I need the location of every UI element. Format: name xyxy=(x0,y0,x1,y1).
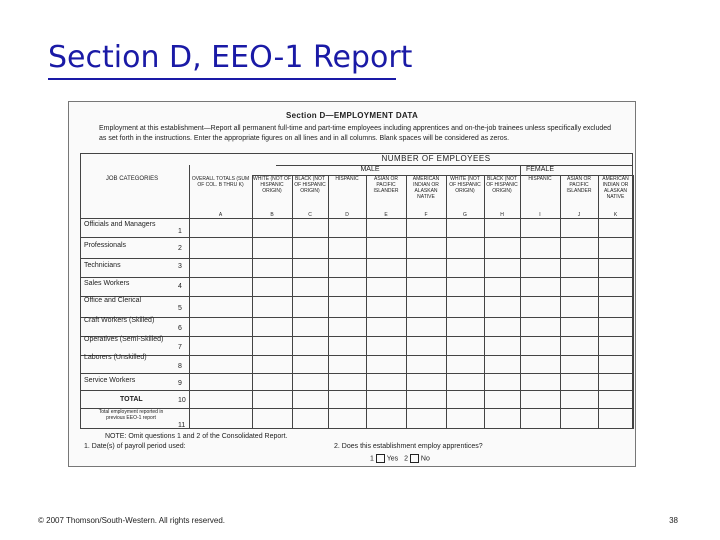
job-category-label: Laborers (Unskilled) xyxy=(84,354,147,361)
column-letter: E xyxy=(384,212,388,218)
job-category-label: Technicians xyxy=(84,262,121,269)
job-category-number: 9 xyxy=(178,380,182,387)
column-letter: F xyxy=(424,212,428,218)
job-category-label: Sales Workers xyxy=(84,280,130,287)
job-category-number: 3 xyxy=(178,263,182,270)
page-number: 38 xyxy=(669,516,678,525)
option-yes-number: 1 xyxy=(370,455,374,463)
employment-data-grid xyxy=(80,153,633,429)
option-no-number: 2 xyxy=(404,455,409,463)
column-letter: A xyxy=(218,212,223,218)
job-category-number: 8 xyxy=(178,363,182,370)
job-category-number: 2 xyxy=(178,245,182,252)
yes-checkbox xyxy=(376,454,385,463)
grid-column-line xyxy=(189,165,190,429)
apprentices-question: 2. Does this establishment employ apprentices? xyxy=(334,443,483,450)
column-letter: G xyxy=(463,212,467,218)
apprentices-options xyxy=(370,454,430,463)
column-letter: D xyxy=(345,212,349,218)
slide-title: Section D, EEO-1 Report xyxy=(48,40,413,75)
title-underline xyxy=(48,78,396,80)
job-category-label: Office and Clerical xyxy=(84,297,142,304)
column-header: WHITE (NOT OF HISPANIC ORIGIN) xyxy=(253,176,291,194)
job-category-label: Craft Workers (Skilled) xyxy=(84,317,155,324)
job-category-label: Professionals xyxy=(84,242,127,249)
grid-row-line xyxy=(80,355,633,356)
female-header: FEMALE xyxy=(525,166,554,173)
grid-column-line xyxy=(633,175,634,429)
column-letter: C xyxy=(308,212,312,218)
column-header: AMERICAN INDIAN OR ALASKAN NATIVE xyxy=(602,176,629,200)
copyright-footer: © 2007 Thomson/South-Western. All rights reserved. xyxy=(38,516,226,525)
job-category-number: 1 xyxy=(178,228,182,235)
column-header: AMERICAN INDIAN OR ALASKAN NATIVE xyxy=(412,176,440,200)
option-yes xyxy=(370,454,398,463)
column-letter: H xyxy=(500,212,504,218)
option-no xyxy=(404,454,430,463)
grid-row-line xyxy=(80,373,633,374)
job-category-label: Officials and Managers xyxy=(84,221,156,228)
job-categories-header: JOB CATEGORIES xyxy=(105,176,159,182)
grid-row-line xyxy=(80,237,633,238)
job-category-label: Service Workers xyxy=(84,377,136,384)
form-note: NOTE: Omit questions 1 and 2 of the Consolidated Report. xyxy=(105,433,288,440)
column-header: ASIAN OR PACIFIC ISLANDER xyxy=(566,176,592,194)
no-checkbox xyxy=(410,454,419,463)
job-category-label: TOTAL xyxy=(120,396,143,403)
job-category-number: 6 xyxy=(178,325,182,332)
column-letter: I xyxy=(539,212,541,218)
column-header: OVERALL TOTALS (SUM OF COL. B THRU K) xyxy=(191,176,250,188)
grid-row-line xyxy=(80,428,633,429)
job-category-label: Operatives (Semi-Skilled) xyxy=(84,336,164,343)
option-no-label: No xyxy=(420,455,430,463)
grid-header-bottom-line xyxy=(80,218,633,219)
job-category-number: 11 xyxy=(178,422,186,429)
grid-row-line xyxy=(80,258,633,259)
payroll-period-question: 1. Date(s) of payroll period used: xyxy=(84,443,186,450)
column-letter: K xyxy=(613,212,618,218)
grid-row-line xyxy=(80,390,633,391)
job-category-number: 10 xyxy=(178,397,186,404)
column-header: WHITE (NOT OF HISPANIC ORIGIN) xyxy=(449,176,481,194)
column-header: HISPANIC xyxy=(335,176,359,182)
number-of-employees-header: NUMBER OF EMPLOYEES xyxy=(381,154,491,163)
column-header: HISPANIC xyxy=(528,176,552,182)
grid-row-line xyxy=(80,277,633,278)
column-header: ASIAN OR PACIFIC ISLANDER xyxy=(373,176,399,194)
grid-row-line xyxy=(80,296,633,297)
job-category-number: 7 xyxy=(178,344,182,351)
form-section-title: Section D—EMPLOYMENT DATA xyxy=(285,111,419,120)
job-category-number: 5 xyxy=(178,305,182,312)
male-header: MALE xyxy=(360,166,380,173)
form-instructions: Employment at this establishment—Report all permanent full-time and part-time employees including apprentices and on-the-job trainees unless specifically excluded as set forth in the instructions. Enter the appropriate figures on all lines and in all columns. Blank spaces will be considered as zeros. xyxy=(99,125,612,142)
option-yes-label: Yes xyxy=(386,455,399,463)
column-letter: B xyxy=(270,212,274,218)
column-header: BLACK (NOT OF HISPANIC ORIGIN) xyxy=(294,176,326,194)
grid-row-line xyxy=(80,317,633,318)
job-category-label: Total employment reported in previous EEO-1 report xyxy=(98,409,164,421)
column-header: BLACK (NOT OF HISPANIC ORIGIN) xyxy=(486,176,518,194)
job-category-number: 4 xyxy=(178,283,182,290)
column-letter: J xyxy=(577,212,581,218)
